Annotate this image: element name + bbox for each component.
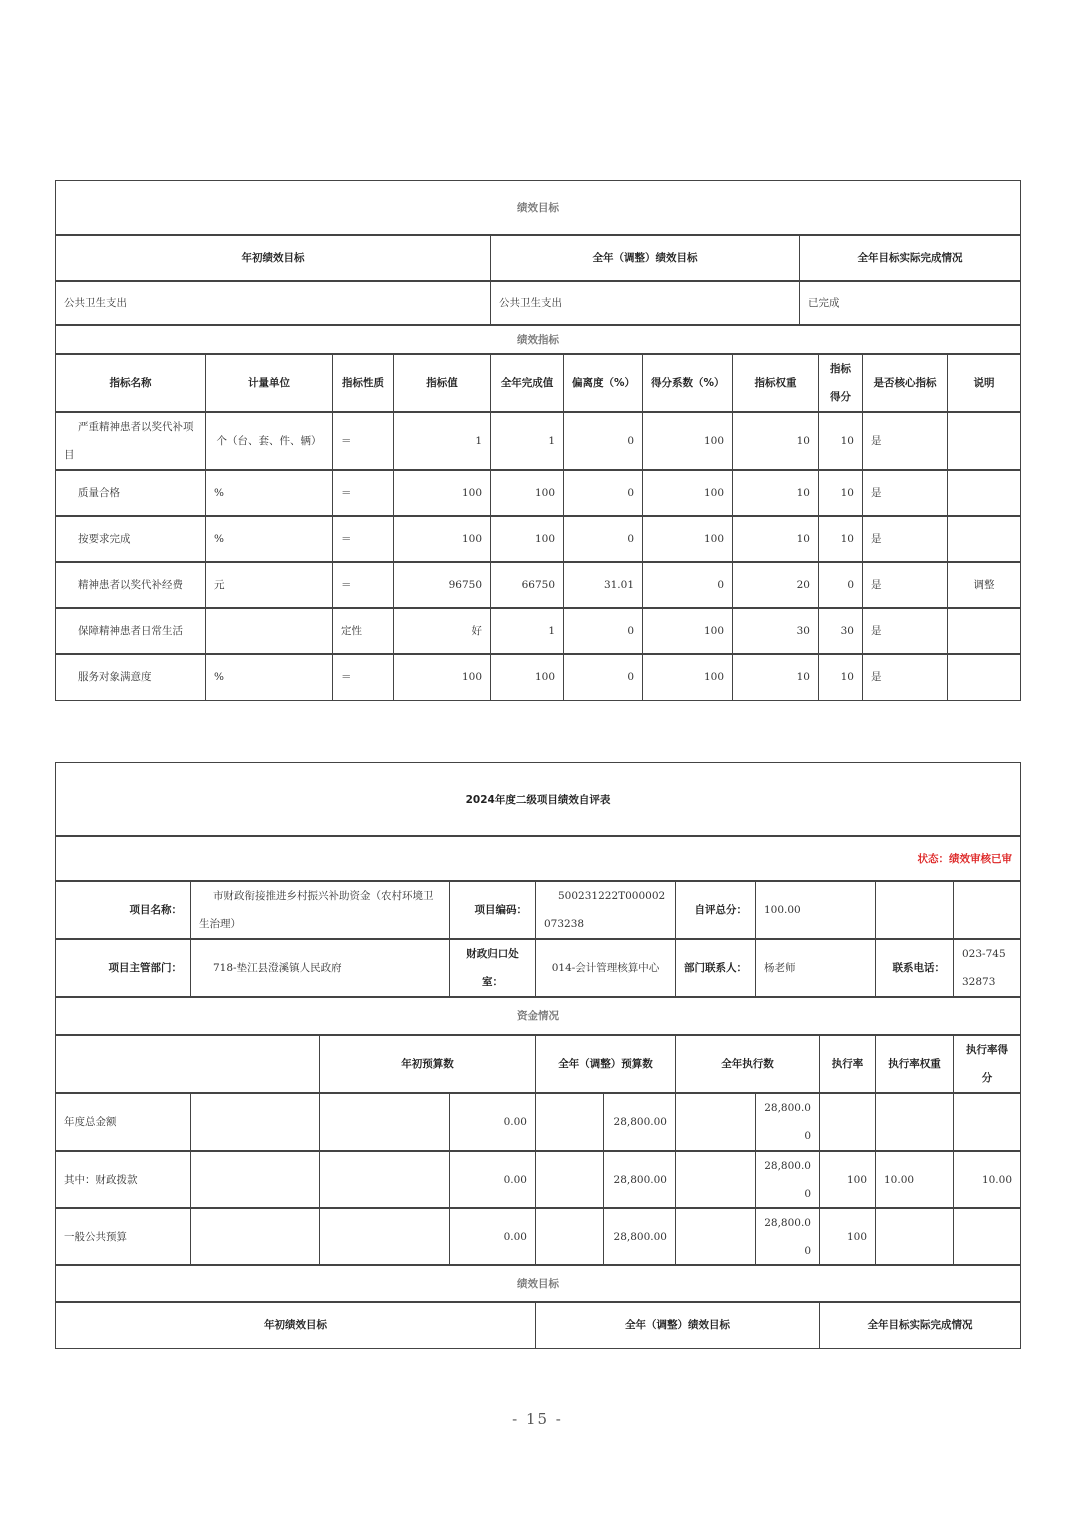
indicator-cell: [818, 561, 863, 609]
section-title-funding: [55, 996, 1021, 1036]
indicator-cell-text: 1: [548, 625, 555, 637]
fund-header-text: 执行率得分: [966, 1044, 1008, 1084]
status-badge-text: 状态：绩效审核已审: [917, 852, 1012, 865]
fund-cell: [603, 1207, 676, 1266]
status-badge: [55, 835, 1021, 882]
indicator-cell: [862, 653, 948, 701]
indicator-header-text: 偏离度（%）: [572, 377, 636, 389]
goal-header-text: 全年（调整）绩效目标: [592, 252, 698, 264]
fund-cell-text: 28,800.00: [613, 1116, 667, 1128]
indicator-cell: [818, 607, 863, 655]
indicator-cell: [947, 561, 1021, 609]
fund-cell: [603, 1092, 676, 1152]
indicator-cell-text: 1: [475, 435, 482, 447]
indicator-cell: [642, 653, 733, 701]
info-cell-text: 部门联系人：: [684, 962, 747, 974]
info-cell-text: 100.00: [764, 904, 801, 916]
fund-cell-text: 10.00: [884, 1173, 915, 1186]
goal-header-2-text: 全年目标实际完成情况: [867, 1319, 973, 1331]
indicator-cell-text: 0: [627, 671, 634, 683]
fund-cell-text: 28,800.00: [613, 1230, 667, 1243]
fund-cell-text: 10.00: [981, 1173, 1012, 1186]
indicator-cell: [490, 607, 564, 655]
indicator-cell: [732, 653, 819, 701]
goal-header-2: [535, 1301, 820, 1349]
indicator-cell-text: %: [214, 671, 224, 683]
info-cell: [675, 938, 756, 998]
info-cell: [55, 880, 191, 940]
indicator-cell-text: 10: [796, 533, 810, 545]
indicator-cell-text: 是: [871, 435, 882, 447]
fund-header-empty: [55, 1034, 320, 1094]
indicator-header-text: 计量单位: [248, 377, 290, 389]
indicator-cell-text: 严重精神患者以奖代补项目: [64, 421, 194, 461]
fund-cell: [819, 1092, 876, 1152]
indicator-cell-text: 好: [471, 625, 482, 637]
indicator-cell: [732, 411, 819, 471]
indicator-cell-text: 是: [871, 625, 882, 637]
indicator-cell-text: 100: [534, 671, 555, 683]
goal-value-text: 已完成: [808, 297, 840, 309]
fund-cell-text: 28,800.00: [613, 1173, 667, 1186]
indicator-cell: [732, 515, 819, 563]
indicator-cell-text: 100: [703, 625, 724, 637]
indicator-cell: [563, 653, 643, 701]
fund-cell-text: 其中：财政拨款: [64, 1173, 138, 1186]
goal-header-2: [819, 1301, 1021, 1349]
fund-cell: [675, 1092, 756, 1152]
indicator-cell-text: 100: [703, 533, 724, 545]
section-title-goals-2-text: 绩效目标: [517, 1277, 559, 1290]
info-cell-text: 联系电话：: [892, 962, 945, 974]
indicator-header: [862, 353, 948, 413]
fund-cell: [675, 1150, 756, 1209]
fund-cell: [603, 1150, 676, 1209]
indicator-cell: [947, 653, 1021, 701]
info-cell: [953, 880, 1021, 940]
indicator-cell: [55, 607, 206, 655]
form-title: [55, 762, 1021, 837]
indicator-cell: [205, 469, 333, 517]
indicator-cell: [205, 607, 333, 655]
indicator-cell-text: 个（台、套、件、辆）: [216, 435, 322, 447]
indicator-cell: [862, 515, 948, 563]
goal-header-2: [55, 1301, 536, 1349]
indicator-cell-text: %: [214, 533, 224, 545]
indicator-header: [490, 353, 564, 413]
fund-header: [319, 1034, 536, 1094]
indicator-cell-text: ＝: [341, 533, 352, 545]
indicator-header-text: 指标权重: [754, 377, 797, 389]
indicator-cell-text: 0: [627, 487, 634, 499]
indicator-cell: [947, 469, 1021, 517]
fund-cell: [953, 1207, 1021, 1266]
indicator-cell: [563, 561, 643, 609]
indicator-cell-text: 10: [840, 671, 854, 683]
fund-cell: [190, 1150, 320, 1209]
fund-header-text: 全年（调整）预算数: [558, 1058, 653, 1070]
indicator-cell-text: 定性: [341, 625, 362, 637]
indicator-header-text: 说明: [973, 377, 995, 389]
indicator-cell-text: 100: [703, 671, 724, 683]
indicator-cell-text: ＝: [341, 487, 352, 499]
indicator-header: [642, 353, 733, 413]
fund-cell: [55, 1150, 191, 1209]
indicator-cell-text: 66750: [521, 579, 555, 591]
indicator-header: [55, 353, 206, 413]
info-cell: [190, 880, 450, 940]
info-cell-text: 杨老师: [764, 962, 796, 974]
indicator-header-text: 得分系数（%）: [651, 377, 725, 389]
indicator-cell-text: 100: [703, 435, 724, 447]
indicator-cell-text: 10: [796, 435, 810, 447]
indicator-cell-text: 10: [840, 487, 854, 499]
goal-value: [490, 280, 800, 326]
fund-header: [819, 1034, 876, 1094]
fund-cell-text: 年度总金额: [64, 1116, 117, 1128]
indicator-cell-text: 0: [627, 533, 634, 545]
indicator-cell: [490, 411, 564, 471]
indicator-cell: [563, 607, 643, 655]
fund-cell: [819, 1150, 876, 1209]
indicator-cell: [55, 561, 206, 609]
goal-value: [799, 280, 1021, 326]
fund-header-text: 年初预算数: [401, 1058, 454, 1070]
info-cell-text: 市财政衔接推进乡村振兴补助资金（农村环境卫生治理）: [199, 890, 434, 930]
indicator-cell: [563, 469, 643, 517]
goal-header-text: 年初绩效目标: [241, 252, 305, 264]
indicator-cell-text: 是: [871, 671, 882, 683]
fund-cell: [190, 1092, 320, 1152]
goal-value-text: 公共卫生支出: [499, 297, 562, 309]
indicator-cell: [642, 411, 733, 471]
indicator-cell: [393, 561, 491, 609]
indicator-header-text: 指标名称: [109, 377, 152, 389]
indicator-cell: [818, 469, 863, 517]
indicator-cell-text: ＝: [341, 671, 352, 683]
info-cell-text: 自评总分：: [694, 904, 747, 916]
indicator-cell: [205, 515, 333, 563]
indicator-cell: [205, 653, 333, 701]
indicator-cell: [332, 607, 394, 655]
fund-header-text: 执行率权重: [888, 1058, 941, 1070]
section-title-goals-2: [55, 1264, 1021, 1303]
fund-cell-text: 28,800.00: [764, 1216, 811, 1257]
fund-cell: [875, 1150, 954, 1209]
fund-cell: [755, 1150, 820, 1209]
info-cell: [875, 880, 954, 940]
fund-header: [953, 1034, 1021, 1094]
section-title-performance-goals-text: 绩效目标: [517, 202, 559, 214]
info-cell: [449, 880, 536, 940]
indicator-cell: [563, 411, 643, 471]
indicator-cell-text: 100: [461, 487, 482, 499]
info-cell: [755, 938, 876, 998]
indicator-cell-text: 100: [534, 487, 555, 499]
indicator-header: [205, 353, 333, 413]
indicator-cell-text: 元: [214, 579, 225, 591]
goal-header-2-text: 全年（调整）绩效目标: [625, 1319, 730, 1331]
indicator-header-text: 全年完成值: [500, 377, 554, 389]
indicator-cell: [332, 411, 394, 471]
indicator-cell: [332, 653, 394, 701]
indicator-cell: [55, 515, 206, 563]
info-cell-text: 718-垫江县澄溪镇人民政府: [213, 962, 342, 974]
indicator-cell: [393, 653, 491, 701]
indicator-cell-text: 质量合格: [78, 487, 120, 499]
fund-cell: [319, 1207, 450, 1266]
info-cell: [875, 938, 954, 998]
indicator-cell: [862, 561, 948, 609]
indicator-cell-text: 0: [627, 435, 634, 447]
fund-cell: [319, 1092, 450, 1152]
fund-header: [535, 1034, 676, 1094]
indicator-cell: [332, 561, 394, 609]
fund-header-text: 全年执行数: [721, 1058, 774, 1070]
indicator-cell: [732, 607, 819, 655]
info-cell-text: 财政归口处室：: [466, 948, 519, 988]
info-cell: [535, 938, 676, 998]
indicator-header-text: 指标得分: [830, 363, 851, 403]
indicator-cell-text: 96750: [448, 579, 482, 591]
fund-cell: [875, 1092, 954, 1152]
indicator-cell-text: ＝: [341, 435, 352, 447]
indicator-header: [563, 353, 643, 413]
fund-cell: [675, 1207, 756, 1266]
indicator-header: [818, 353, 863, 413]
indicator-cell: [205, 411, 333, 471]
indicator-cell-text: ＝: [341, 579, 352, 591]
page-number: - 15 -: [512, 1410, 563, 1428]
indicator-cell: [862, 469, 948, 517]
fund-cell: [319, 1150, 450, 1209]
indicator-cell-text: 保障精神患者日常生活: [78, 625, 183, 637]
info-cell-text: 014-会计管理核算中心: [551, 962, 660, 974]
indicator-cell: [818, 515, 863, 563]
indicator-cell: [642, 607, 733, 655]
info-cell: [675, 880, 756, 940]
fund-cell-text: 28,800.00: [764, 1159, 811, 1200]
fund-cell: [819, 1207, 876, 1266]
section-title-indicators-text: 绩效指标: [517, 333, 559, 346]
indicator-cell: [862, 607, 948, 655]
section-title-indicators: [55, 324, 1021, 355]
indicator-cell: [393, 515, 491, 563]
indicator-cell-text: 10: [840, 533, 854, 545]
fund-cell: [535, 1207, 604, 1266]
indicator-cell-text: 是: [871, 533, 882, 545]
section-title-performance-goals: [55, 180, 1021, 236]
indicator-cell: [947, 515, 1021, 563]
section-title-funding-text: 资金情况: [517, 1010, 559, 1022]
fund-cell-text: 0.00: [503, 1173, 527, 1186]
fund-cell: [55, 1207, 191, 1266]
indicator-cell: [55, 411, 206, 471]
indicator-cell-text: 10: [840, 435, 854, 447]
info-cell-text: 项目编码：: [474, 904, 527, 916]
indicator-cell: [862, 411, 948, 471]
fund-cell: [55, 1092, 191, 1152]
indicator-cell: [732, 561, 819, 609]
fund-cell-text: 一般公共预算: [64, 1230, 127, 1243]
indicator-cell-text: 30: [796, 625, 810, 637]
fund-cell: [449, 1150, 536, 1209]
goal-header: [55, 234, 491, 282]
indicator-cell: [947, 411, 1021, 471]
goal-header: [799, 234, 1021, 282]
indicator-cell-text: 0: [717, 579, 724, 591]
fund-cell-text: 0.00: [503, 1230, 527, 1243]
indicator-cell-text: 1: [548, 435, 555, 447]
indicator-header-text: 指标值: [426, 377, 458, 389]
indicator-cell: [393, 469, 491, 517]
fund-cell-text: 0.00: [503, 1116, 527, 1128]
indicator-cell: [55, 653, 206, 701]
indicator-header: [947, 353, 1021, 413]
info-cell: [190, 938, 450, 998]
indicator-cell: [490, 561, 564, 609]
indicator-cell: [205, 561, 333, 609]
info-cell: [535, 880, 676, 940]
fund-header: [875, 1034, 954, 1094]
fund-cell: [535, 1150, 604, 1209]
indicator-cell-text: 100: [461, 671, 482, 683]
indicator-cell: [642, 515, 733, 563]
indicator-cell-text: 10: [796, 671, 810, 683]
goal-value: [55, 280, 491, 326]
info-cell-text: 项目主管部门：: [108, 962, 182, 974]
fund-header: [675, 1034, 820, 1094]
indicator-cell-text: 0: [627, 625, 634, 637]
info-cell: [755, 880, 876, 940]
info-cell-text: 项目名称：: [129, 904, 182, 916]
indicator-cell-text: 20: [796, 579, 810, 591]
indicator-cell: [393, 607, 491, 655]
indicator-cell-text: 是: [871, 579, 882, 591]
goal-header-text: 全年目标实际完成情况: [857, 252, 963, 264]
indicator-cell-text: %: [214, 487, 224, 499]
indicator-cell: [947, 607, 1021, 655]
fund-cell: [449, 1092, 536, 1152]
indicator-cell: [818, 653, 863, 701]
indicator-cell-text: 31.01: [603, 579, 634, 591]
indicator-cell: [332, 515, 394, 563]
goal-value-text: 公共卫生支出: [64, 297, 127, 309]
indicator-header-text: 指标性质: [342, 377, 384, 389]
fund-cell-text: 100: [846, 1230, 867, 1243]
indicator-cell-text: 100: [534, 533, 555, 545]
indicator-cell: [563, 515, 643, 563]
indicator-cell-text: 按要求完成: [78, 533, 131, 545]
fund-cell: [755, 1092, 820, 1152]
indicator-cell-text: 服务对象满意度: [78, 671, 152, 683]
indicator-cell: [490, 653, 564, 701]
indicator-cell-text: 30: [840, 625, 854, 637]
fund-cell-text: 100: [846, 1173, 867, 1186]
indicator-cell: [818, 411, 863, 471]
indicator-cell-text: 100: [703, 487, 724, 499]
indicator-cell: [732, 469, 819, 517]
indicator-cell: [642, 469, 733, 517]
info-cell: [953, 938, 1021, 998]
goal-header: [490, 234, 800, 282]
fund-cell-text: 28,800.00: [764, 1102, 811, 1142]
indicator-cell-text: 调整: [973, 579, 995, 591]
indicator-cell-text: 10: [796, 487, 810, 499]
info-cell-text: 023-74532873: [962, 948, 1006, 988]
indicator-cell-text: 100: [461, 533, 482, 545]
fund-cell: [755, 1207, 820, 1266]
indicator-cell: [490, 515, 564, 563]
fund-cell: [535, 1092, 604, 1152]
fund-cell: [953, 1092, 1021, 1152]
indicator-cell-text: 0: [847, 579, 854, 591]
indicator-header: [393, 353, 491, 413]
indicator-cell: [55, 469, 206, 517]
goal-header-2-text: 年初绩效目标: [264, 1319, 327, 1331]
info-cell: [55, 938, 191, 998]
indicator-cell: [642, 561, 733, 609]
fund-cell: [875, 1207, 954, 1266]
fund-cell: [953, 1150, 1021, 1209]
fund-header-text: 执行率: [831, 1058, 864, 1070]
info-cell-text: 500231222T000002073238: [544, 890, 666, 930]
fund-cell: [190, 1207, 320, 1266]
indicator-cell: [393, 411, 491, 471]
indicator-cell-text: 精神患者以奖代补经费: [78, 579, 183, 591]
indicator-cell: [332, 469, 394, 517]
form-title-text: 2024年度二级项目绩效自评表: [465, 793, 611, 806]
indicator-header: [732, 353, 819, 413]
indicator-header-text: 是否核心指标: [873, 377, 937, 389]
fund-cell: [449, 1207, 536, 1266]
info-cell: [449, 938, 536, 998]
indicator-cell: [490, 469, 564, 517]
indicator-cell-text: 是: [871, 487, 882, 499]
indicator-header: [332, 353, 394, 413]
